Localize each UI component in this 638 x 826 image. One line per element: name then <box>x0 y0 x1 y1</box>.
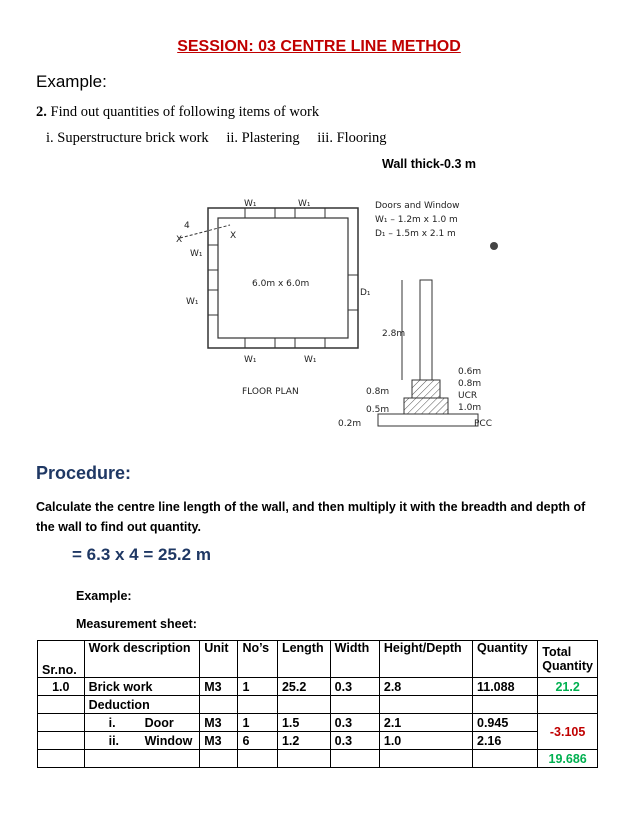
table-row <box>38 696 598 714</box>
measurement-table <box>37 640 598 768</box>
dim-05: 0.5m <box>366 405 390 415</box>
cell-nos: 6 <box>238 732 277 750</box>
legend-title: Doors and Window <box>375 201 460 211</box>
procedure-heading: Procedure: <box>36 463 132 483</box>
dim-02: 0.2m <box>338 419 362 429</box>
inner-wall <box>218 218 348 338</box>
room-size-label: 6.0m x 6.0m <box>252 279 310 289</box>
floor-plan-drawing <box>160 180 520 440</box>
dim-08b: 0.8m <box>366 387 390 397</box>
cell-unit: M3 <box>200 732 238 750</box>
example-subheading: Example: <box>76 589 132 603</box>
dim-06: 0.6m <box>458 367 482 377</box>
cell-work-num: ii. <box>108 733 120 748</box>
cell-unit: M3 <box>200 678 238 696</box>
cell-work-name: Window <box>144 733 193 748</box>
w1-left2-label: W₁ <box>186 297 199 307</box>
header-srno: Sr.no. <box>38 641 85 678</box>
cell-width: 0.3 <box>330 732 379 750</box>
cell-work <box>84 714 200 732</box>
header-width: Width <box>330 641 379 678</box>
d1-label: D₁ <box>360 288 371 298</box>
cell-work <box>84 732 200 750</box>
question <box>36 104 319 121</box>
cell-total: -3.105 <box>538 714 598 750</box>
cell-length: 1.5 <box>277 714 330 732</box>
cell-nos: 1 <box>238 678 277 696</box>
outer-wall <box>208 208 358 348</box>
dim-10: 1.0m <box>458 403 482 413</box>
section-x-left: X <box>176 235 183 245</box>
cell-work: Deduction <box>84 696 200 714</box>
cell-width: 0.3 <box>330 714 379 732</box>
example-heading: Example: <box>36 72 107 91</box>
pcc-bed <box>378 414 478 426</box>
work-item-1: i. Superstructure brick work <box>46 130 209 146</box>
session-title: SESSION: 03 CENTRE LINE METHOD <box>177 38 461 55</box>
cell-quantity: 2.16 <box>473 732 538 750</box>
cell-final-total: 19.686 <box>538 750 598 768</box>
cell-quantity: 11.088 <box>473 678 538 696</box>
floor-plan-label: FLOOR PLAN <box>242 387 299 397</box>
ucr-footing <box>404 398 448 414</box>
dim-ucr: UCR <box>458 391 478 401</box>
cell-work-name: Door <box>144 715 174 730</box>
cell-work: Brick work <box>84 678 200 696</box>
w1-top2-label: W₁ <box>298 199 311 209</box>
header-work: Work description <box>84 641 200 678</box>
table-header-row <box>38 641 598 678</box>
header-height: Height/Depth <box>379 641 472 678</box>
section-x-right: X <box>230 231 237 241</box>
cell-unit: M3 <box>200 714 238 732</box>
cell-height: 2.1 <box>379 714 472 732</box>
header-unit: Unit <box>200 641 238 678</box>
table-row <box>38 714 598 732</box>
question-text: Find out quantities of following items of work <box>50 104 320 120</box>
cell-width: 0.3 <box>330 678 379 696</box>
dim-pcc: PCC <box>474 419 492 429</box>
w1-bottom-label: W₁ <box>244 355 257 365</box>
table-row <box>38 732 598 750</box>
measurement-sheet-label: Measurement sheet: <box>76 617 197 631</box>
header-length: Length <box>277 641 330 678</box>
cell-length: 1.2 <box>277 732 330 750</box>
work-item-3: iii. Flooring <box>317 130 387 146</box>
legend-window: W₁ – 1.2m x 1.0 m <box>375 215 458 225</box>
cell-srno: 1.0 <box>38 678 85 696</box>
header-total: Total Quantity <box>538 641 598 678</box>
cell-length: 25.2 <box>277 678 330 696</box>
legend-door: D₁ – 1.5m x 2.1 m <box>375 229 456 239</box>
cell-nos: 1 <box>238 714 277 732</box>
header-nos: No’s <box>238 641 277 678</box>
work-items-list <box>46 130 401 147</box>
procedure-text: Calculate the centre line length of the wall, and then multiply it with the breadth and depth of the wall to find out quantity. <box>36 500 586 534</box>
w1-top-label: W₁ <box>244 199 257 209</box>
section-wall <box>420 280 432 380</box>
centre-line-formula: = 6.3 x 4 = 25.2 m <box>72 545 211 564</box>
w1-left-label: W₁ <box>190 249 203 259</box>
plinth <box>412 380 440 398</box>
wall-height-label: 2.8m <box>382 329 406 339</box>
work-item-2: ii. Plastering <box>226 130 300 146</box>
cell-height: 1.0 <box>379 732 472 750</box>
table-row <box>38 750 598 768</box>
dim-08: 0.8m <box>458 379 482 389</box>
w1-bottom2-label: W₁ <box>304 355 317 365</box>
question-number: 2. <box>36 104 47 120</box>
section-4-label: 4 <box>184 221 190 231</box>
cell-total: 21.2 <box>538 678 598 696</box>
header-quantity: Quantity <box>473 641 538 678</box>
table-row <box>38 678 598 696</box>
cell-quantity: 0.945 <box>473 714 538 732</box>
cell-height: 2.8 <box>379 678 472 696</box>
cell-work-num: i. <box>108 715 116 730</box>
dot-mark <box>490 242 498 250</box>
wall-thickness-note: Wall thick-0.3 m <box>382 157 477 171</box>
